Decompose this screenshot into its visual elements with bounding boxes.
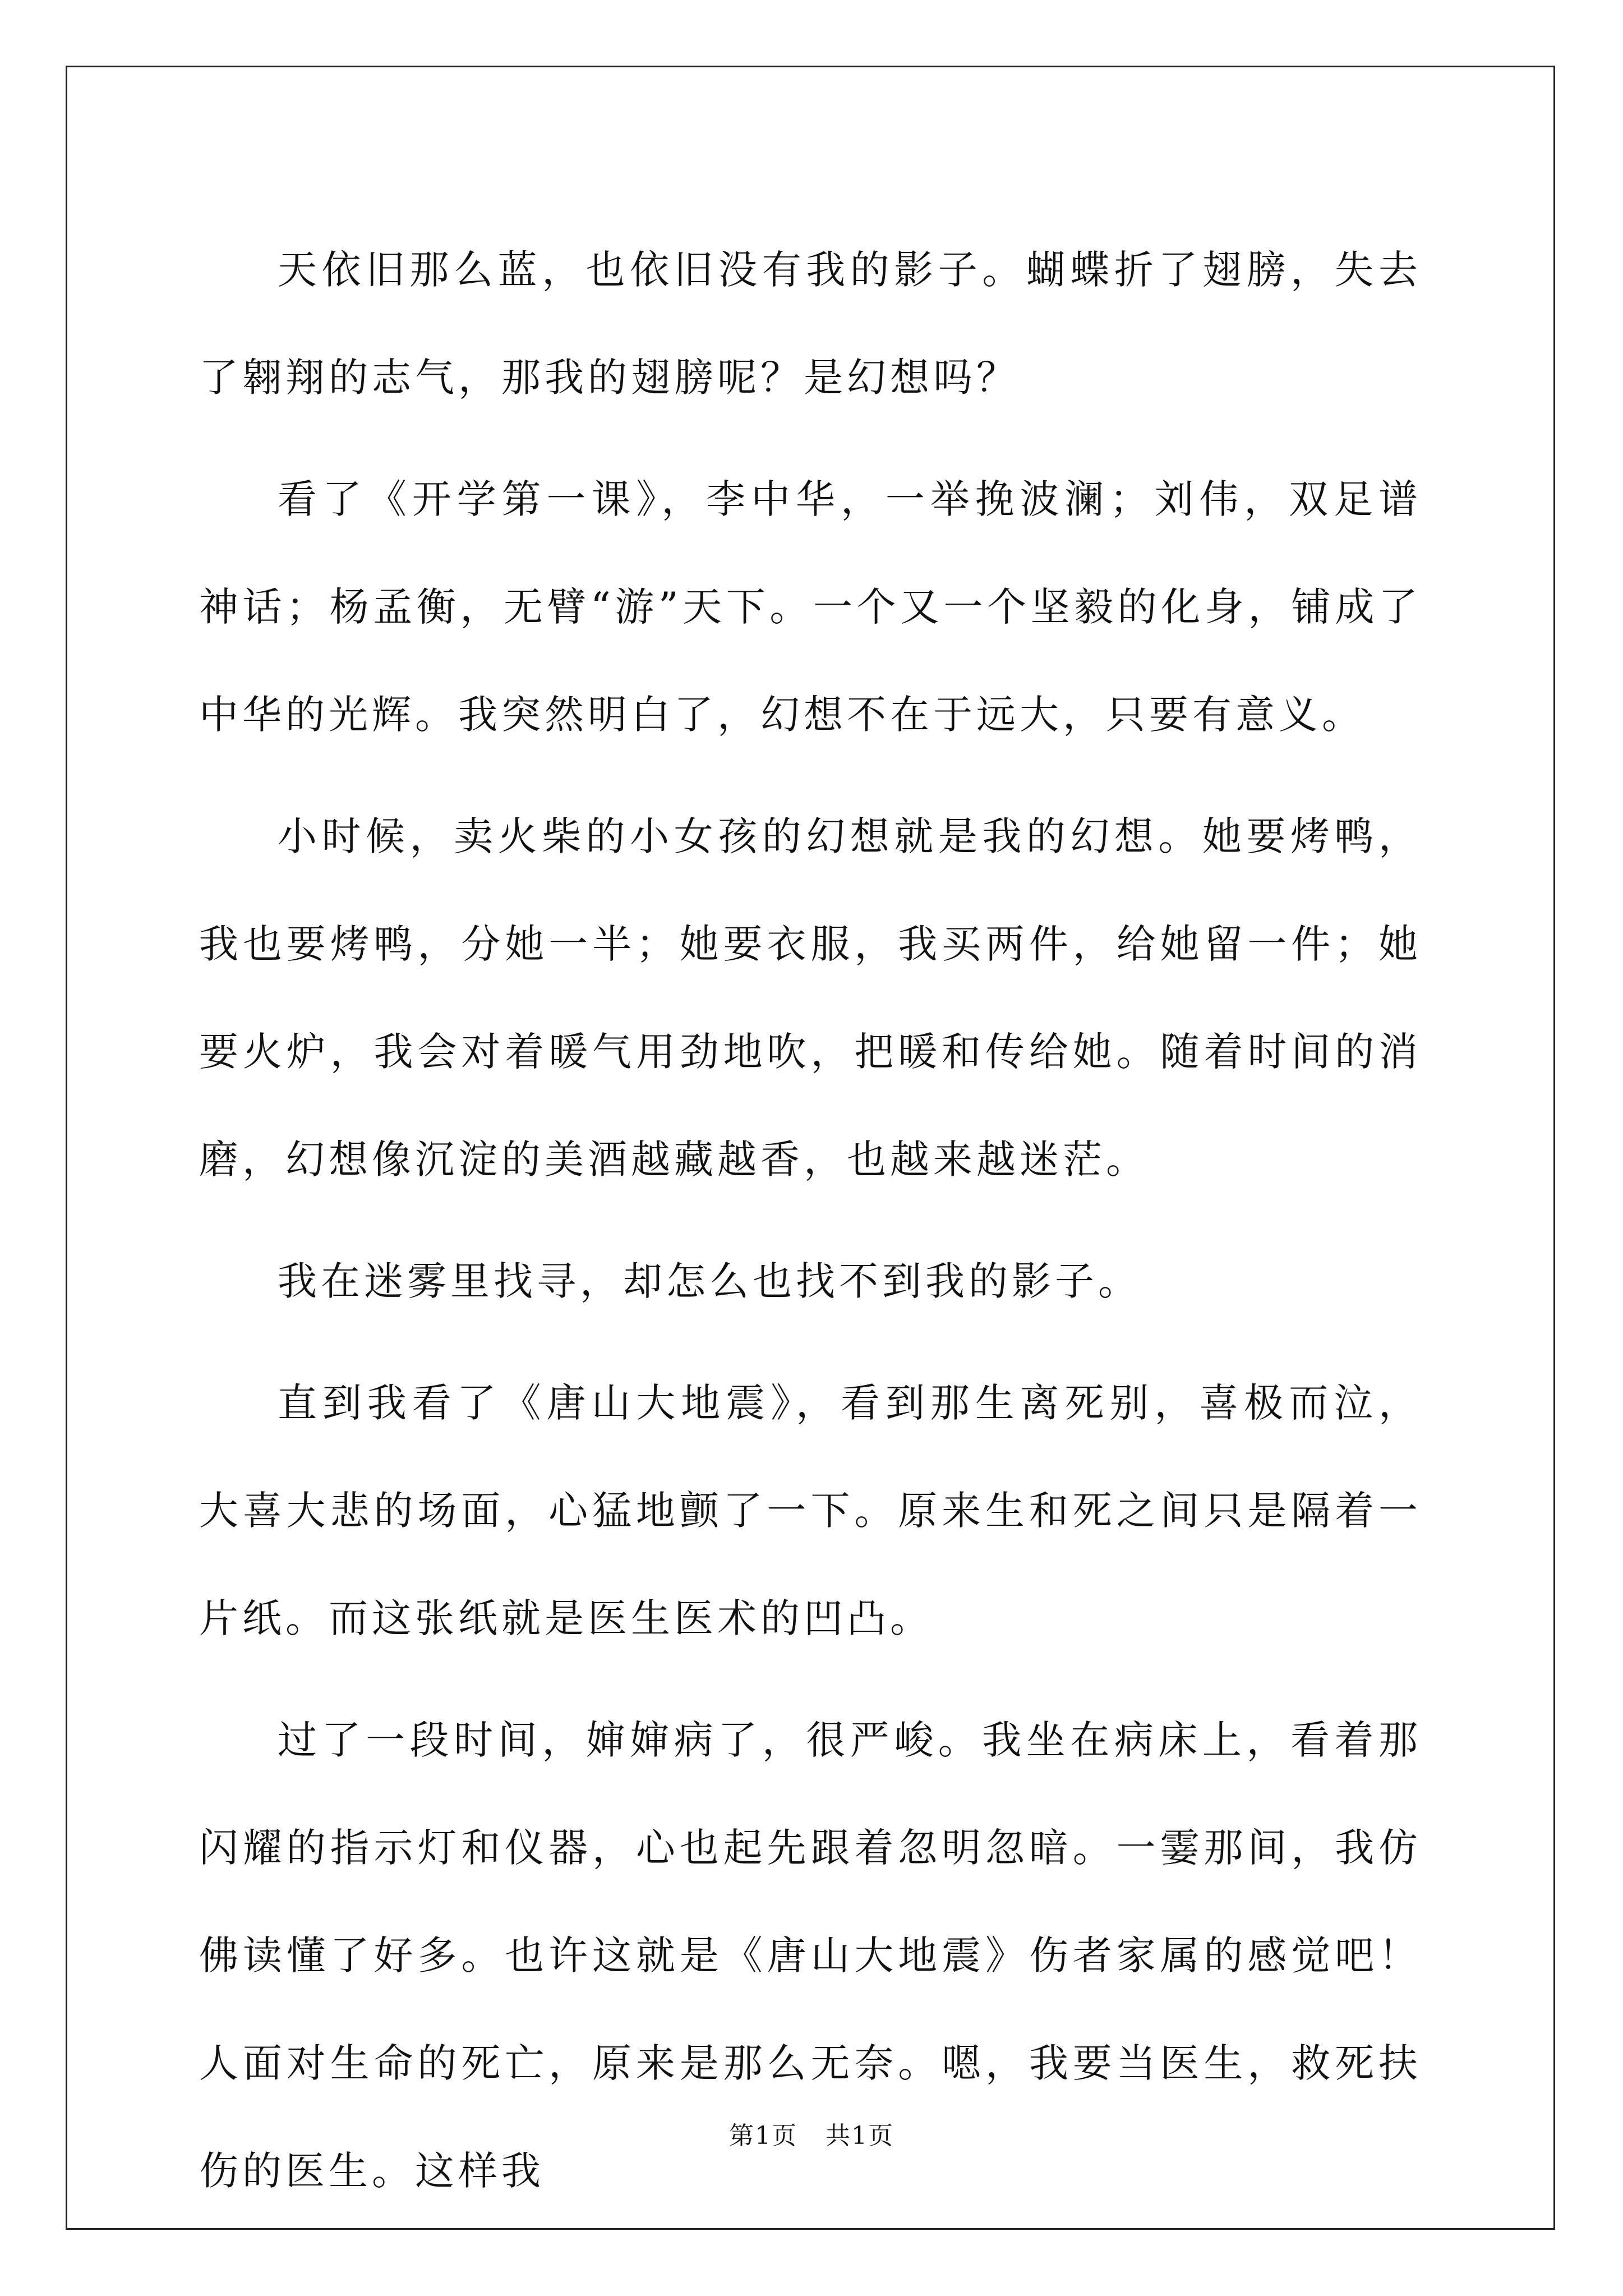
paragraph-6: 过了一段时间，婶婶病了，很严峻。我坐在病床上，看着那闪耀的指示灯和仪器，心也起先跟着忽明忽暗。一霎那间，我仿佛读懂了好多。也许这就是《唐山大地震》伤者家属的感觉吧！人面对生命的死亡，原来是那么无奈。嗯，我要当医生，救死扶伤的医生。这样我 [199, 1717, 1422, 2194]
paragraph-3: 小时候，卖火柴的小女孩的幻想就是我的幻想。她要烤鸭，我也要烤鸭，分她一半；她要衣服，我买两件，给她留一件；她要火炉，我会对着暖气用劲地吹，把暖和传给她。随着时间的消磨，幻想像沉淀的美酒越藏越香，也越来越迷茫。 [199, 813, 1422, 1182]
paragraph-1: 天依旧那么蓝，也依旧没有我的影子。蝴蝶折了翅膀，失去了翱翔的志气，那我的翅膀呢？是幻想吗？ [199, 247, 1422, 401]
page-footer [0, 2119, 1623, 2153]
paragraph-5: 直到我看了《唐山大地震》，看到那生离死别，喜极而泣，大喜大悲的场面，心猛地颤了一下。原来生和死之间只是隔着一片纸。而这张纸就是医生医术的凹凸。 [199, 1380, 1422, 1641]
paragraph-2: 看了《开学第一课》，李中华，一举挽波澜；刘伟，双足谱神话；杨孟衡，无臂“游”天下。一个又一个坚毅的化身，铺成了中华的光辉。我突然明白了，幻想不在于远大，只要有意义。 [199, 476, 1422, 738]
document-body [199, 216, 1422, 2239]
page-number: 第1页 [729, 2122, 797, 2150]
paragraph-4: 我在迷雾里找寻，却怎么也找不到我的影子。 [278, 1258, 1141, 1304]
page-total: 共1页 [826, 2122, 894, 2150]
